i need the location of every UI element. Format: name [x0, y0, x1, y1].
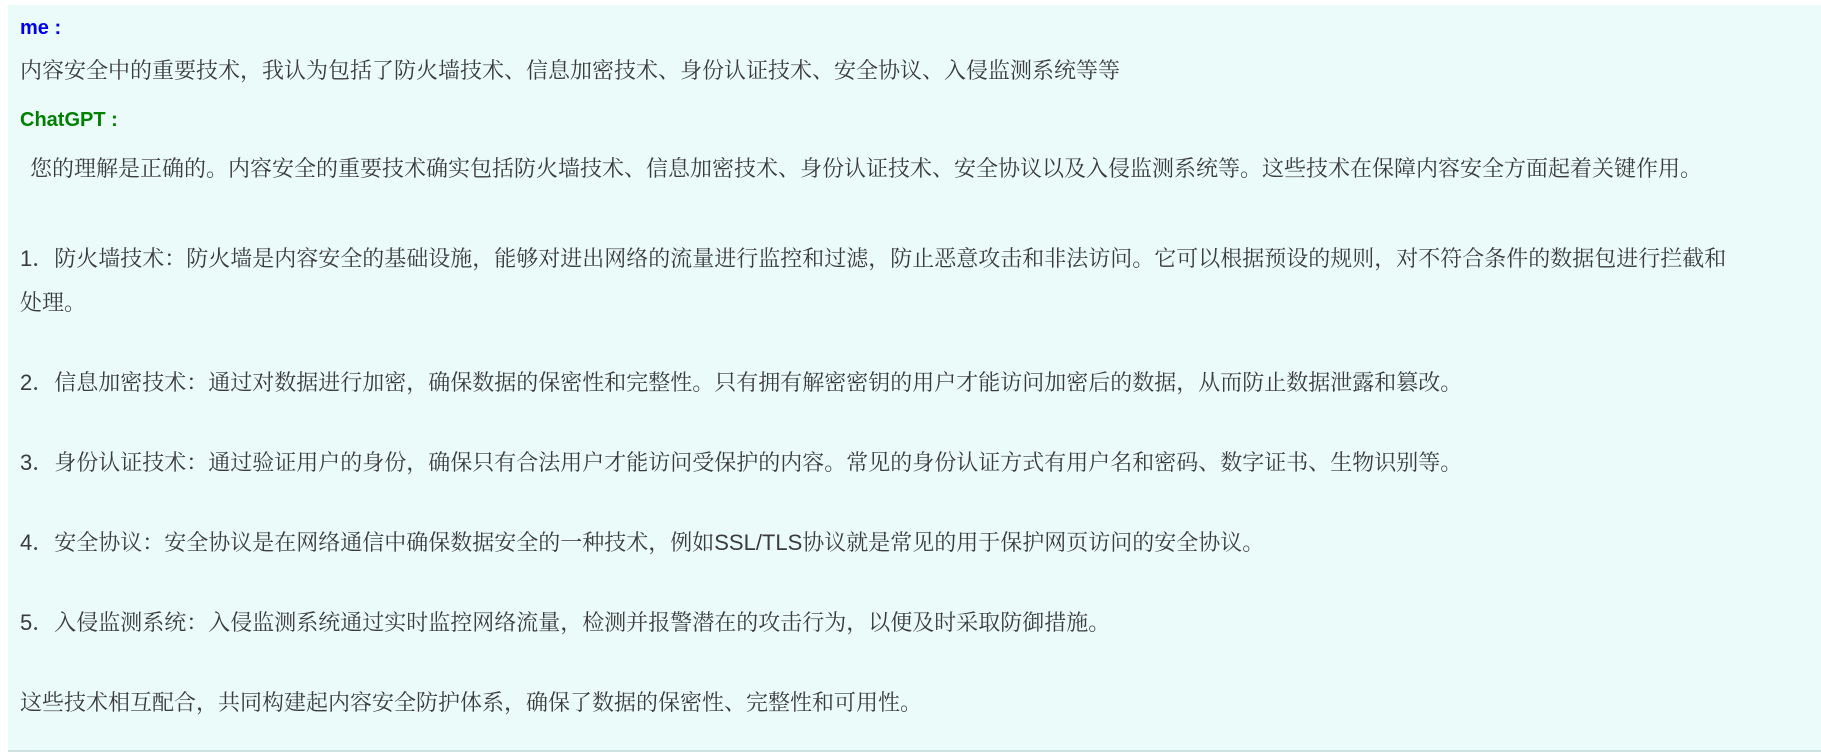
assistant-reply-item-4: 4．安全协议：安全协议是在网络通信中确保数据安全的一种技术，例如SSL/TLS协议就是常见的用于保护网页访问的安全协议。: [20, 530, 1265, 555]
user-message: 内容安全中的重要技术，我认为包括了防火墙技术、信息加密技术、身份认证技术、安全协议、入侵监测系统等等: [20, 58, 1121, 83]
assistant-reply-conclusion: 这些技术相互配合，共同构建起内容安全防护体系，确保了数据的保密性、完整性和可用性。: [20, 690, 923, 715]
assistant-speaker-label: ChatGPT :: [20, 109, 118, 131]
assistant-reply-item-5: 5．入侵监测系统：入侵监测系统通过实时监控网络流量，检测并报警潜在的攻击行为，以便及时采取防御措施。: [20, 610, 1111, 635]
assistant-reply-intro: 您的理解是正确的。内容安全的重要技术确实包括防火墙技术、信息加密技术、身份认证技术、安全协议以及入侵监测系统等。这些技术在保障内容安全方面起着关键作用。: [30, 156, 1703, 181]
assistant-reply-item-2: 2．信息加密技术：通过对数据进行加密，确保数据的保密性和完整性。只有拥有解密密钥的用户才能访问加密后的数据，从而防止数据泄露和篡改。: [20, 370, 1463, 395]
chat-transcript-panel: [8, 5, 1821, 752]
assistant-reply-item-1: 1．防火墙技术：防火墙是内容安全的基础设施，能够对进出网络的流量进行监控和过滤，防止恶意攻击和非法访问。它可以根据预设的规则，对不符合条件的数据包进行拦截和处理。: [20, 246, 1727, 315]
user-speaker-label: me :: [20, 17, 62, 39]
assistant-reply-item-3: 3．身份认证技术：通过验证用户的身份，确保只有合法用户才能访问受保护的内容。常见的身份认证方式有用户名和密码、数字证书、生物识别等。: [20, 450, 1463, 475]
